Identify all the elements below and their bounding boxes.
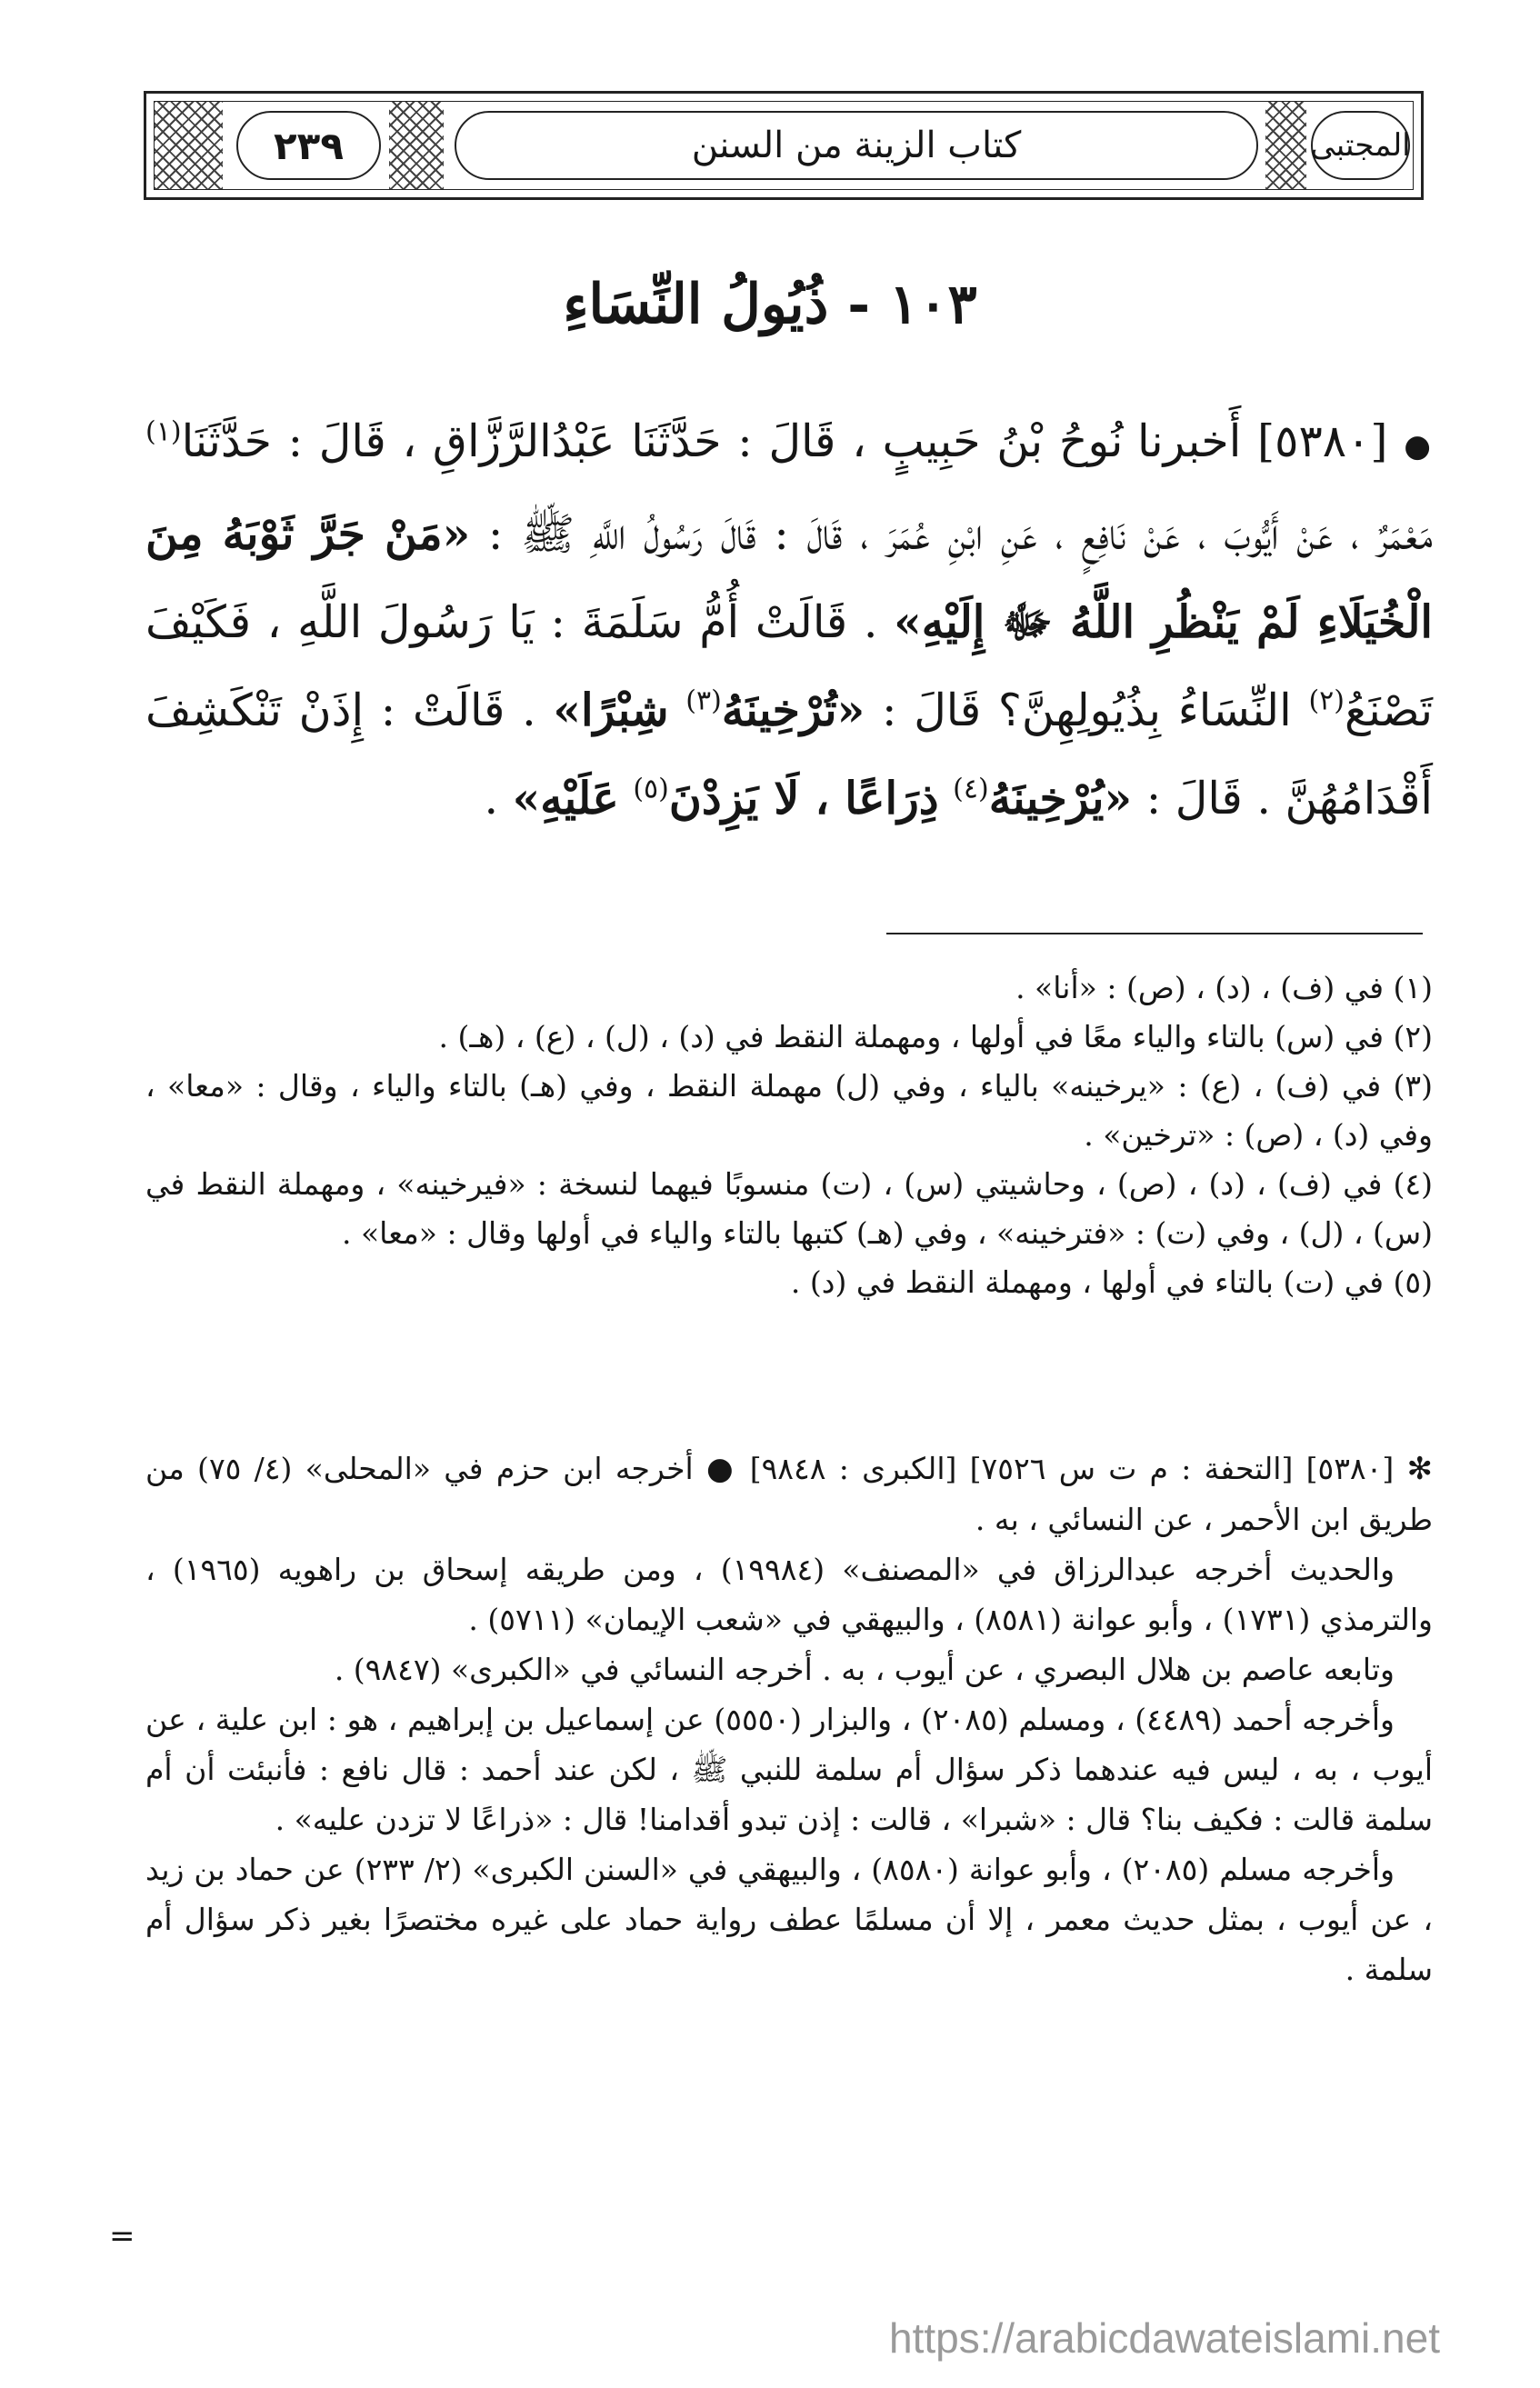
page-header (144, 91, 1424, 200)
takhrij-text: أخرجه ابن حزم في «المحلى» (٤/ ٧٥) من طريق ابن الأحمر ، عن النسائي ، به . (145, 1451, 1433, 1537)
footnote-ref: (٥) (633, 773, 669, 805)
right-inner-ornament (1265, 102, 1306, 189)
footnote-ref: (١) (145, 415, 182, 448)
margin-mark: = (109, 2218, 135, 2254)
bullet-icon: ● (1404, 428, 1434, 465)
takhrij-paragraph: وأخرجه أحمد (٤٤٨٩) ، ومسلم (٢٠٨٥) ، والبزار (٥٥٥٠) عن إسماعيل بن إبراهيم ، هو : ابن علية ، عن أيوب ، به ، ليس فيه عندهما ذكر سؤال أم سلمة للنبي ﷺ ، لكن عند أحمد : قال نافع : فأنبئت أن أم سلمة قالت : فكيف بنا؟ قال : «شبرا» ، قالت : إذن تبدو أقدامنا! قال : «ذراعًا لا تزدن عليه» . (145, 1702, 1433, 1837)
prophetic-quote: شِبْرًا» (553, 684, 669, 736)
footnote-ref: (٤) (953, 773, 989, 805)
chapter-cartouche (455, 111, 1258, 180)
hadith-segment: مَعْمَرٌ ، عَنْ أَيُّوبَ ، عَنْ نَافِعٍ ، عَنِ ابْنِ عُمَرَ ، قَالَ : قَالَ رَسُولُ اللَّهِ ﷺ : (487, 508, 1433, 560)
asterisk-icon: ✻ (1406, 1451, 1434, 1487)
footnote-ref: (٣) (685, 684, 722, 717)
prophetic-quote: ذِرَاعًا ، لَا يَزِدْنَ (668, 772, 939, 824)
takhrij-paragraph: وتابعه عاصم بن هلال البصري ، عن أيوب ، به . أخرجه النسائي في «الكبرى» (٩٨٤٧) . (334, 1652, 1395, 1687)
book-name-cartouche (1311, 111, 1410, 180)
header-frame (154, 101, 1414, 190)
footnotes (145, 964, 1433, 1307)
takhrij-reference: [٥٣٨٠] [التحفة : م ت س ٧٥٢٦] [الكبرى : ٩٨٤٨] (749, 1451, 1395, 1486)
left-inner-ornament (389, 102, 444, 189)
book-name: المجتبى (1310, 127, 1411, 164)
hadith-segment: . قَالَتْ أُمُّ سَلَمَةَ : يَا رَسُولَ اللَّهِ ، فَكَيْفَ تَصْنَعُ (145, 596, 1434, 736)
prophetic-quote: عَلَيْهِ» (512, 772, 619, 824)
hadith-segment: النِّسَاءُ بِذُيُولِهِنَّ؟ قَالَ : (881, 684, 1292, 736)
footnote: (٥) في (ت) بالتاء في أولها ، ومهملة النقط في (د) . (790, 1264, 1433, 1300)
left-ornament (155, 102, 223, 189)
hadith-end: . (484, 773, 499, 824)
watermark-url: https://arabicdawateislami.net (889, 2314, 1440, 2362)
section-title: ١٠٣ - ذُيُولُ النِّسَاءِ (563, 273, 977, 336)
chapter-name: كتاب الزينة من السنن (691, 125, 1022, 166)
bullet-icon: ● (705, 1451, 737, 1487)
takhrij-paragraph: والحديث أخرجه عبدالرزاق في «المصنف» (١٩٩٨٤) ، ومن طريقه إسحاق بن راهويه (١٩٦٥) ، والترمذي (١٧٣١) ، وأبو عوانة (٨٥٨١) ، والبيهقي في «شعب الإيمان» (٥٧١١) . (145, 1552, 1433, 1637)
footnote-ref: (٢) (1308, 684, 1345, 717)
takhrij-paragraph: وأخرجه مسلم (٢٠٨٥) ، وأبو عوانة (٨٥٨٠) ، والبيهقي في «السنن الكبرى» (٢/ ٢٣٣) عن حماد بن زيد ، عن أيوب ، بمثل حديث معمر ، إلا أن مسلمًا عطف رواية حماد على غيره مختصرًا بغير ذكر سؤال أم سلمة . (145, 1852, 1433, 1987)
takhrij-section (145, 1444, 1433, 1994)
hadith-number: [٥٣٨٠] (1257, 415, 1388, 467)
footnote: (٤) في (ف) ، (د) ، (ص) ، وحاشيتي (س) ، (ت) منسوبًا فيهما لنسخة : «فيرخينه» ، ومهملة النقط في (س) ، (ل) ، وفي (ت) : «فترخينه» ، وفي (هـ) كتبها بالتاء والياء في أولها وقال : «معا» . (145, 1166, 1433, 1251)
section-title-text: ذُيُولُ النِّسَاءِ (563, 273, 829, 336)
footnote: (٢) في (س) بالتاء والياء معًا في أولها ، ومهملة النقط في (د) ، (ل) ، (ع) ، (هـ) . (438, 1019, 1433, 1054)
footnote-separator (886, 933, 1423, 934)
hadith-segment: . قَالَتْ : إِذَنْ تَنْكَشِفَ أَقْدَامُهُنَّ . قَالَ : (145, 684, 1433, 824)
prophetic-quote: «مَنْ جَرَّ ثَوْبَهُ مِنَ الْخُيَلَاءِ لَمْ يَنْظُرِ اللَّهُ ﷻ إِلَيْهِ» (145, 507, 1433, 648)
prophetic-quote: «يُرْخِينَهُ (988, 772, 1133, 824)
footnote: (٣) في (ف) ، (ع) : «يرخينه» بالياء ، وفي (ل) مهملة النقط ، وفي (هـ) بالتاء والياء ، وقال : «معا» ، وفي (د) ، (ص) : «ترخين» . (145, 1068, 1433, 1153)
page-number-cartouche (236, 111, 381, 180)
hadith-segment: أَخبرنا نُوحُ بْنُ حَبِيبٍ ، قَالَ : حَدَّثَنَا عَبْدُالرَّزَّاقِ ، قَالَ : حَدَّثَنَا (181, 415, 1242, 467)
prophetic-quote: «تُرْخِينَهُ (721, 684, 865, 736)
page-number: ٢٣٩ (274, 123, 344, 168)
section-number: ١٠٣ (888, 273, 977, 336)
takhrij-first-paragraph (145, 1444, 1433, 1544)
hadith-text (145, 398, 1433, 843)
footnote: (١) في (ف) ، (د) ، (ص) : «أنا» . (1015, 970, 1433, 1005)
